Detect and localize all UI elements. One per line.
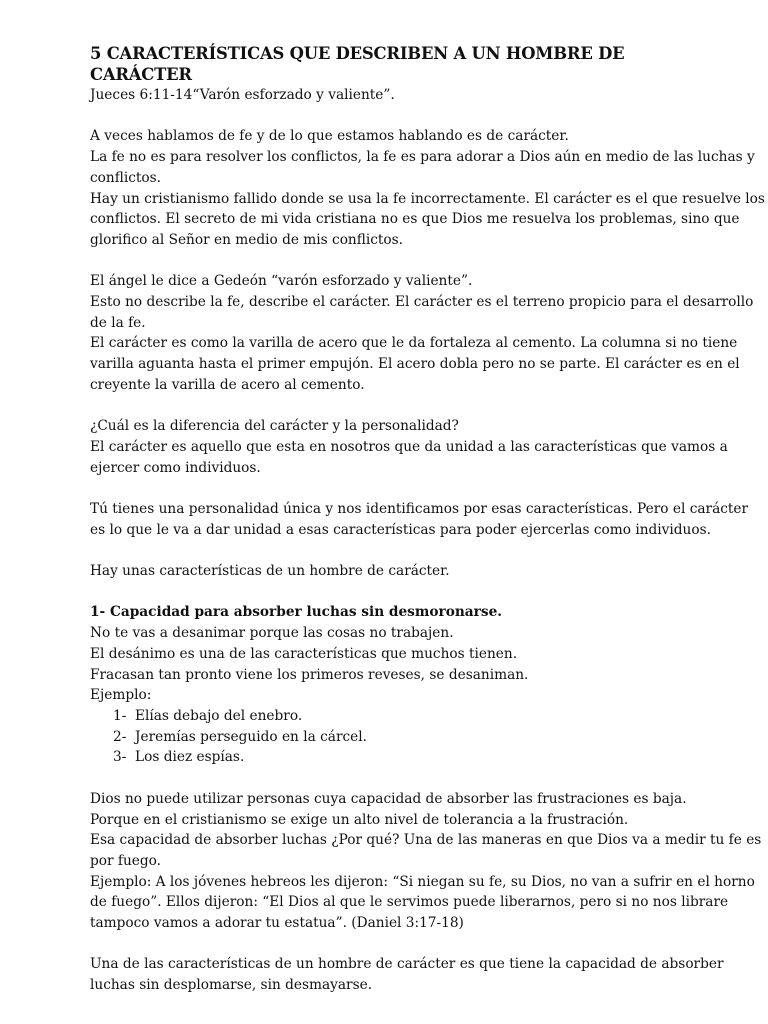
text-line: Esto no describe la fe, describe el carácter. El carácter es el terreno propicio para el desarrollo xyxy=(90,294,754,310)
text-line: El carácter es aquello que esta en nosotros que da unidad a las características que vamos a xyxy=(90,438,728,455)
paragraph-personality xyxy=(90,499,749,540)
text-line: glorifico al Señor en medio de mis conflictos. xyxy=(90,231,404,248)
list-text: Los diez espías. xyxy=(135,749,245,766)
text-line: La fe no es para resolver los conflictos, la fe es para adorar a Dios aún en medio de las luchas y xyxy=(90,149,755,166)
text-line: Fracasan tan pronto viene los primeros reveses, se desaniman. xyxy=(90,666,529,683)
text-line: tampoco vamos a adorar tu estatua”. (Daniel 3:17-18) xyxy=(90,915,464,932)
paragraph-spacer xyxy=(90,582,718,603)
text-line: de la fe. xyxy=(90,314,146,331)
list-text: Elías debajo del enebro. xyxy=(135,708,303,724)
text-line: A veces hablamos de fe y de lo que estamos hablando es de carácter. xyxy=(90,128,569,145)
list-item xyxy=(90,727,718,748)
text-line: de fuego”. Ellos dijeron: “El Dios al que le servimos puede liberarnos, pero si no nos librare xyxy=(90,894,729,911)
text-line: Hay unas características de un hombre de carácter. xyxy=(90,563,450,580)
text-line: luchas sin desplomarse, sin desmayarse. xyxy=(90,977,373,994)
text-line: Tú tienes una personalidad única y nos identificamos por esas características. Pero el carácter xyxy=(90,501,749,517)
paragraph-intro xyxy=(90,126,765,250)
text-line: Porque en el cristianismo se exige un alto nivel de tolerancia a la frustración. xyxy=(90,811,629,828)
paragraph-spacer xyxy=(90,768,718,789)
list-text: Jeremías perseguido en la cárcel. xyxy=(135,728,367,745)
text-line: es lo que le va a dar unidad a esas características para poder ejercerlas como individuos. xyxy=(90,521,711,538)
text-line: ¿Cuál es la diferencia del carácter y la personalidad? xyxy=(90,418,459,435)
text-line: por fuego. xyxy=(90,852,161,869)
paragraph-spacer xyxy=(90,934,718,955)
list-item xyxy=(90,706,718,727)
text-line: ejercer como individuos. xyxy=(90,459,261,476)
list-number: 2- xyxy=(113,728,127,745)
examples-list xyxy=(90,706,718,768)
text-line: conflictos. El secreto de mi vida cristiana no es que Dios me resuelva los problemas, sino que xyxy=(90,211,740,228)
paragraph-difference xyxy=(90,416,728,478)
text-line: varilla aguanta hasta el primer empujón. El acero dobla pero no se parte. El carácter es en el xyxy=(90,356,740,373)
paragraph-spacer xyxy=(90,106,718,127)
list-number: 3- xyxy=(113,749,127,766)
paragraph-spacer xyxy=(90,251,718,272)
text-line: No te vas a desanimar porque las cosas no trabajen. xyxy=(90,625,454,642)
paragraph-characteristics-intro xyxy=(90,561,718,582)
text-line: Ejemplo: A los jóvenes hebreos les dijeron: “Si niegan su fe, su Dios, no van a sufrir en el horno xyxy=(90,873,755,890)
paragraph-frustration xyxy=(90,789,762,934)
text-line: conflictos. xyxy=(90,169,162,186)
scripture-reference: Jueces 6:11-14“Varón esforzado y valiente”. xyxy=(90,87,395,103)
list-item xyxy=(90,747,718,768)
paragraph-gedeon xyxy=(90,271,754,395)
paragraph-spacer xyxy=(90,396,718,417)
document-title: 5 CARACTERÍSTICAS QUE DESCRIBEN A UN HOMBRE DE CARÁCTER xyxy=(90,44,625,84)
text-line: Una de las características de un hombre de carácter es que tiene la capacidad de absorber xyxy=(90,956,724,973)
section-1 xyxy=(90,602,718,768)
list-number: 1- xyxy=(113,708,127,724)
text-line: Esa capacidad de absorber luchas ¿Por qué? Una de las maneras en que Dios va a medir tu fe es xyxy=(90,832,762,849)
text-line: El carácter es como la varilla de acero que le da fortaleza al cemento. La columna si no tiene xyxy=(90,335,738,352)
text-line: Dios no puede utilizar personas cuya capacidad de absorber las frustraciones es baja. xyxy=(90,790,687,807)
paragraph-spacer xyxy=(90,540,718,561)
text-line: El desánimo es una de las características que muchos tienen. xyxy=(90,645,518,662)
paragraph-spacer xyxy=(90,478,718,499)
paragraph-conclusion xyxy=(90,954,724,995)
text-line: creyente la varilla de acero al cemento. xyxy=(90,376,365,393)
text-line: Ejemplo: xyxy=(90,687,152,704)
text-line: Hay un cristianismo fallido donde se usa la fe incorrectamente. El carácter es el que resuelve los xyxy=(90,190,765,207)
section-heading: 1- Capacidad para absorber luchas sin desmoronarse. xyxy=(90,604,503,621)
text-line: El ángel le dice a Gedeón “varón esforzado y valiente”. xyxy=(90,273,473,290)
